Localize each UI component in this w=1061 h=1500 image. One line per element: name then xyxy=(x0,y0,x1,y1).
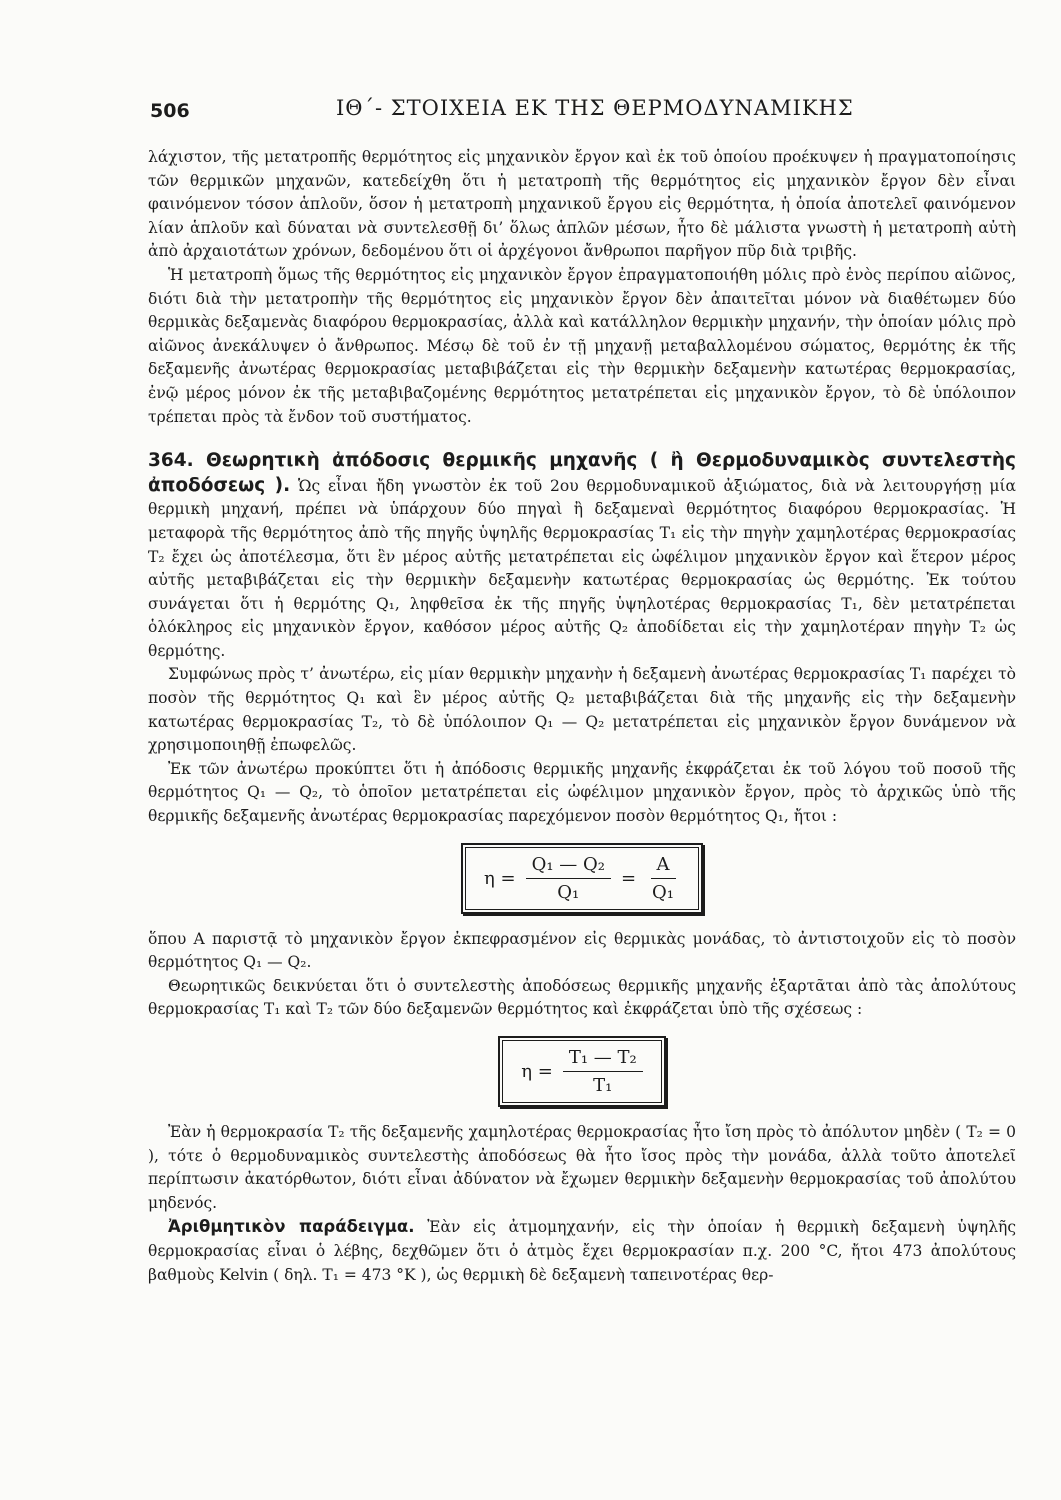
formula-box xyxy=(498,1036,665,1107)
running-title: ΙΘ΄- ΣΤΟΙΧΕΙΑ ΕΚ ΤΗΣ ΘΕΡΜΟΔΥΝΑΜΙΚΗΣ xyxy=(336,96,854,120)
denominator: Q₁ xyxy=(557,881,580,903)
fraction xyxy=(563,1047,643,1096)
efficiency-formula xyxy=(148,843,1016,914)
example-text: Ἐὰν εἰς ἀτμομηχανήν, εἰς τὴν ὁποίαν ἡ θερμικὴ δεξαμενὴ ὑψηλῆς θερμοκρασίας εἶναι ὁ λέβης, δεχθῶμεν ὅτι ὁ ἀτμὸς ἔχει θερμοκρασίαν π.χ. 200 °C, ἤτοι 473 ἀπολύτους βαθμοὺς Kelvin ( δηλ. T₁ = 473 °K ), ὡς θερμικὴ δὲ δεξαμενὴ ταπεινοτέρας θερ- xyxy=(148,1218,1017,1284)
paragraph: Θεωρητικῶς δεικνύεται ὅτι ὁ συντελεστὴς ἀποδόσεως θερμικῆς μηχανῆς ἐξαρτᾶται ἀπὸ τὰς ἀπολύτους θερμοκρασίας T₁ καὶ T₂ τῶν δύο δεξαμενῶν θερμότητος καὶ ἐκφράζεται ὑπὸ τῆς σχέσεως : xyxy=(148,976,1016,1019)
example-paragraph xyxy=(148,1215,1016,1287)
example-label: Ἀριθμητικὸν παράδειγμα. xyxy=(168,1217,415,1237)
denominator: T₁ xyxy=(593,1075,613,1096)
carnot-formula xyxy=(148,1036,1016,1107)
page-number: 506 xyxy=(150,100,190,122)
paragraph: Συμφώνως πρὸς τ’ ἀνωτέρω, εἰς μίαν θερμικὴν μηχανὴν ἡ δεξαμενὴ ἀνωτέρας θερμοκρασίας T₁ παρέχει τὸ ποσὸν τῆς θερμότητος Q₁ καὶ ἓν μέρος αὐτῆς Q₂ μεταβιβάζεται διὰ τῆς μηχανῆς εἰς τὴν δεξαμενὴν κατωτέρας θερμοκρασίας T₂, τὸ δὲ ὑπόλοιπον Q₁ — Q₂ μετατρέπεται εἰς μηχανικὸν ἔργον δυνάμενον νὰ χρησιμοποιηθῇ ἐπωφελῶς. xyxy=(148,665,1016,755)
formula-eta: η = xyxy=(521,1061,553,1082)
paragraph: Ἐκ τῶν ἀνωτέρω προκύπτει ὅτι ἡ ἀπόδοσις θερμικῆς μηχανῆς ἐκφράζεται ἐκ τοῦ λόγου τοῦ ποσοῦ τῆς θερμότητος Q₁ — Q₂, τὸ ὁποῖον μετατρέπεται εἰς ὠφέλιμον μηχανικὸν ἔργον, πρὸς τὸ ἀρχικῶς ὑπὸ τῆς θερμικῆς δεξαμενῆς ἀνωτέρας θερμοκρασίας παρεχόμενον ποσὸν θερμότητος Q₁, ἤτοι : xyxy=(148,759,1016,826)
numerator: A xyxy=(651,854,676,879)
section-text: Ὡς εἶναι ἤδη γνωστὸν ἐκ τοῦ 2ου θερμοδυναμικοῦ ἀξιώματος, διὰ νὰ λειτουργήσῃ μία θερμικὴ μηχανή, πρέπει νὰ ὑπάρχουν δύο πηγαὶ ἢ δεξαμεναὶ θερμότητος διαφόρου θερμοκρασίας. Ἡ μεταφορὰ τῆς θερμότητος ἀπὸ τῆς πηγῆς ὑψηλῆς θερμοκρασίας T₁ εἰς τὴν πηγὴν χαμηλοτέρας θερμοκρασίας T₂ ἔχει ὡς ἀποτέλεσμα, ὅτι ἓν μέρος αὐτῆς μετατρέπεται εἰς ὠφέλιμον μηχανικὸν ἔργον καὶ ἕτερον μέρος αὐτῆς μεταβιβάζεται εἰς τὴν θερμικὴν δεξαμενὴν κατωτέρας θερμοκρασίας ὡς θερμότης. Ἐκ τούτου συνάγεται ὅτι ἡ θερμότης Q₁, ληφθεῖσα ἐκ τῆς πηγῆς ὑψηλοτέρας θερμοκρασίας T₁, δὲν μετατρέπεται ὁλόκληρος εἰς μηχανικὸν ἔργον, καθόσον μέρος αὐτῆς Q₂ ἀποδίδεται εἰς τὴν χαμηλοτέραν πηγὴν T₂ ὡς θερμότης. xyxy=(148,476,1016,660)
page xyxy=(148,92,1017,1284)
formula-box xyxy=(461,843,703,914)
section-paragraph xyxy=(148,449,1016,663)
fraction xyxy=(526,854,611,903)
fraction xyxy=(646,854,680,903)
paragraph: λάχιστον, τῆς μετατροπῆς θερμότητος εἰς μηχανικὸν ἔργον καὶ ἐκ τοῦ ὁποίου προέκυψεν ἡ πραγματοποίησις τῶν θερμικῶν μηχανῶν, κατεδείχθη ὅτι ἡ μετατροπὴ τῆς θερμότητος εἰς μηχανικὸν ἔργον δὲν εἶναι φαινόμενον τόσον ἁπλοῦν, ὅσον ἡ μετατροπὴ μηχανικοῦ ἔργου εἰς θερμότητα, ἡ ὁποία ἀποτελεῖ φαινόμενον λίαν ἁπλοῦν καὶ δύναται νὰ συντελεσθῇ δι’ ὅλως ἁπλῶν μέσων, ἦτο δὲ μάλιστα γνωστὴ ἡ μετατροπὴ αὐτὴ ἀπὸ ἀρχαιοτάτων χρόνων, δεδομένου ὅτι οἱ ἀρχέγονοι ἄνθρωποι παρῆγον πῦρ διὰ τριβῆς. xyxy=(148,148,1016,261)
numerator: Q₁ — Q₂ xyxy=(526,854,611,879)
denominator: Q₁ xyxy=(652,881,675,903)
section-title: 364. Θεωρητικὴ ἀπόδοσις θερμικῆς μηχανῆς ( ἢ Θερμοδυναμικὸς συντελεστὴς ἀποδόσεως ). xyxy=(148,450,1016,496)
paragraph: Ἐὰν ἡ θερμοκρασία T₂ τῆς δεξαμενῆς χαμηλοτέρας θερμοκρασίας ἦτο ἴση πρὸς τὸ ἀπόλυτον μηδὲν ( T₂ = 0 ), τότε ὁ θερμοδυναμικὸς συντελεστὴς ἀποδόσεως θὰ ἦτο ἴσος πρὸς τὴν μονάδα, ἀλλὰ τοῦτο ἀποτελεῖ περίπτωσιν ἀκατόρθωτον, διότι εἶναι ἀδύνατον νὰ ἔχωμεν θερμικὴν δεξαμενὴν θερμοκρασίας τοῦ ἀπολύτου μηδενός. xyxy=(148,1123,1016,1212)
page-header xyxy=(148,92,1016,132)
formula-eta: η = xyxy=(483,867,516,889)
paragraph: ὅπου A παριστᾷ τὸ μηχανικὸν ἔργον ἐκπεφρασμένον εἰς θερμικὰς μονάδας, τὸ ἀντιστοιχοῦν εἰς τὸ ποσὸν θερμότητος Q₁ — Q₂. xyxy=(148,929,1016,972)
formula-equals: = xyxy=(620,867,637,889)
page-body xyxy=(148,146,1016,1287)
paragraph: Ἡ μετατροπὴ ὅμως τῆς θερμότητος εἰς μηχανικὸν ἔργον ἐπραγματοποιήθη μόλις πρὸ ἑνὸς περίπου αἰῶνος, διότι διὰ τὴν μετατροπὴν τῆς θερμότητος εἰς μηχανικὸν ἔργον δὲν ἀπαιτεῖται μόνον νὰ διαθέτωμεν δύο θερμικὰς δεξαμενὰς διαφόρου θερμοκρασίας, ἀλλὰ καὶ κατάλληλον θερμικὴν μηχανήν, τὴν ὁποίαν μόλις πρὸ αἰῶνος ἀνεκάλυψεν ὁ ἄνθρωπος. Μέσῳ δὲ τοῦ ἐν τῇ μηχανῇ μεταβαλλομένου σώματος, θερμότης ἐκ τῆς δεξαμενῆς ἀνωτέρας θερμοκρασίας μεταβιβάζεται εἰς τὴν θερμικὴν δεξαμενὴν κατωτέρας θερμοκρασίας, ἐνῷ μέρος μόνον ἐκ τῆς μεταβιβαζομένης θερμότητος μετατρέπεται εἰς μηχανικὸν ἔργον, τὸ δὲ ὑπόλοιπον τρέπεται πρὸς τὰ ἔνδον τοῦ συστήματος. xyxy=(148,265,1016,426)
numerator: T₁ — T₂ xyxy=(563,1047,643,1072)
